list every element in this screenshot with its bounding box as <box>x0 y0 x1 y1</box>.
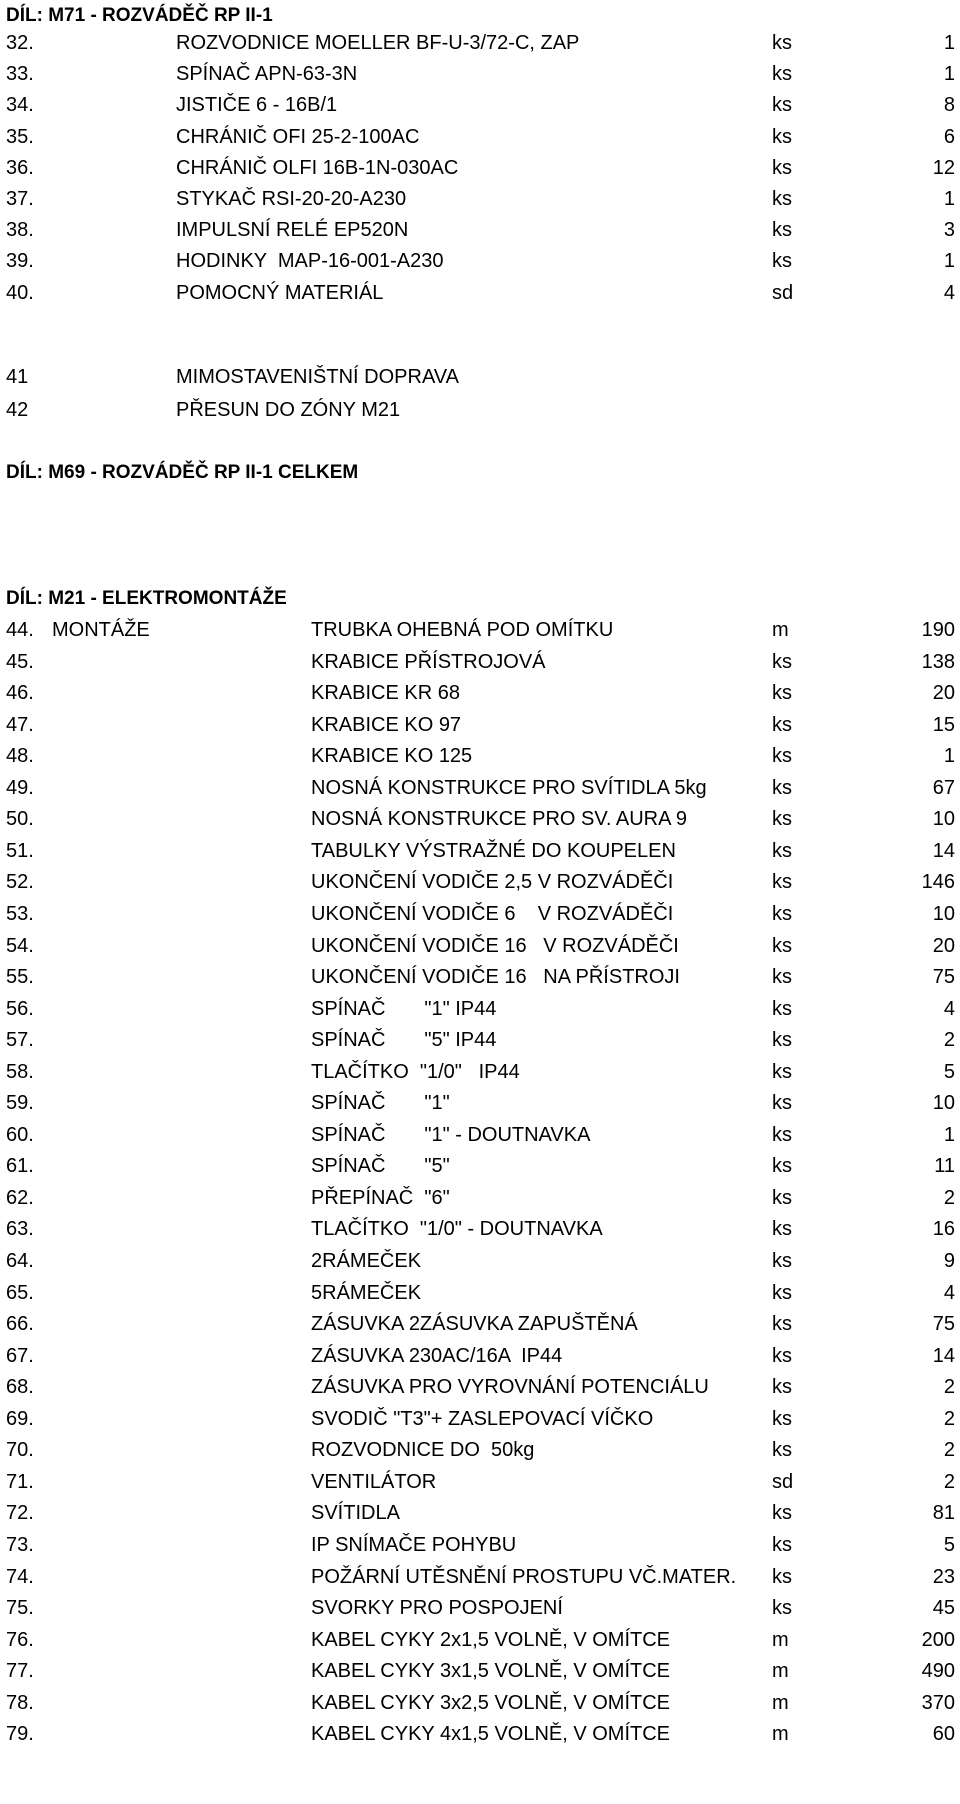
table-row <box>0 1687 960 1719</box>
item-unit: ks <box>772 1345 792 1367</box>
table-row <box>0 1592 960 1624</box>
table-row <box>0 803 960 835</box>
item-quantity: 2 <box>943 1029 955 1051</box>
item-unit: ks <box>772 63 792 85</box>
item-description: ZÁSUVKA 230AC/16A IP44 <box>311 1345 563 1367</box>
item-description: PŘESUN DO ZÓNY M21 <box>176 399 401 421</box>
item-number: 78. <box>6 1692 34 1714</box>
item-quantity: 490 <box>921 1660 955 1682</box>
item-quantity: 5 <box>943 1534 955 1556</box>
item-number: 42 <box>6 399 29 421</box>
table-row <box>0 677 960 709</box>
item-number: 55. <box>6 966 34 988</box>
table-row <box>0 1624 960 1656</box>
item-description: SPÍNAČ "1" <box>311 1092 450 1114</box>
item-quantity: 370 <box>921 1692 955 1714</box>
item-number: 65. <box>6 1282 34 1304</box>
item-number: 74. <box>6 1566 34 1588</box>
item-description: PŘEPÍNAČ "6" <box>311 1187 450 1209</box>
item-quantity: 81 <box>932 1502 955 1524</box>
item-description: CHRÁNIČ OLFI 16B-1N-030AC <box>176 157 459 179</box>
table-row <box>0 646 960 678</box>
item-unit: ks <box>772 1155 792 1177</box>
item-quantity: 1 <box>943 32 955 54</box>
section-total-text: DÍL: M69 - ROZVÁDĚČ RP II-1 CELKEM <box>6 462 359 483</box>
item-number: 64. <box>6 1250 34 1272</box>
item-description: NOSNÁ KONSTRUKCE PRO SVÍTIDLA 5kg <box>311 777 707 799</box>
item-description: MIMOSTAVENIŠTNÍ DOPRAVA <box>176 366 459 388</box>
item-quantity: 1 <box>943 188 955 210</box>
table-row <box>0 993 960 1025</box>
item-number: 63. <box>6 1218 34 1240</box>
item-number: 72. <box>6 1502 34 1524</box>
item-quantity: 10 <box>932 1092 955 1114</box>
item-description: CHRÁNIČ OFI 25-2-100AC <box>176 126 420 148</box>
item-quantity: 2 <box>943 1187 955 1209</box>
item-unit: ks <box>772 1597 792 1619</box>
item-number: 52. <box>6 871 34 893</box>
item-unit: m <box>772 1629 789 1651</box>
table-row <box>0 1277 960 1309</box>
item-description: KABEL CYKY 4x1,5 VOLNĚ, V OMÍTCE <box>311 1723 671 1745</box>
item-unit: ks <box>772 935 792 957</box>
item-number: 70. <box>6 1439 34 1461</box>
table-row <box>0 1150 960 1182</box>
item-number: 50. <box>6 808 34 830</box>
item-number: 39. <box>6 250 34 272</box>
item-unit: ks <box>772 1124 792 1146</box>
item-unit: ks <box>772 998 792 1020</box>
item-description: KABEL CYKY 3x2,5 VOLNĚ, V OMÍTCE <box>311 1692 671 1714</box>
item-quantity: 4 <box>943 282 955 304</box>
item-unit: ks <box>772 1534 792 1556</box>
item-quantity: 23 <box>932 1566 955 1588</box>
table-row <box>0 1655 960 1687</box>
item-description: KABEL CYKY 3x1,5 VOLNĚ, V OMÍTCE <box>311 1660 671 1682</box>
item-description: ZÁSUVKA PRO VYROVNÁNÍ POTENCIÁLU <box>311 1376 709 1398</box>
item-description: 2RÁMEČEK <box>311 1250 422 1272</box>
item-quantity: 2 <box>943 1408 955 1430</box>
item-quantity: 2 <box>943 1376 955 1398</box>
table-row <box>0 152 960 184</box>
table-row <box>0 1245 960 1277</box>
item-number: 41 <box>6 366 29 388</box>
item-unit: ks <box>772 714 792 736</box>
item-description: SPÍNAČ "1" IP44 <box>311 998 497 1020</box>
item-unit: ks <box>772 1029 792 1051</box>
item-number: 32. <box>6 32 34 54</box>
table-row <box>0 1119 960 1151</box>
item-description: POŽÁRNÍ UTĚSNĚNÍ PROSTUPU VČ.MATER. <box>311 1566 737 1588</box>
table-row <box>0 277 960 309</box>
item-number: 54. <box>6 935 34 957</box>
item-description: SVÍTIDLA <box>311 1502 400 1524</box>
item-number: 37. <box>6 188 34 210</box>
item-description: KRABICE KO 97 <box>311 714 462 736</box>
table-row <box>0 27 960 59</box>
table-row <box>0 772 960 804</box>
item-number: 67. <box>6 1345 34 1367</box>
item-quantity: 15 <box>932 714 955 736</box>
item-unit: ks <box>772 1092 792 1114</box>
item-unit: m <box>772 1692 789 1714</box>
item-number: 58. <box>6 1061 34 1083</box>
item-unit: ks <box>772 1376 792 1398</box>
item-quantity: 1 <box>943 63 955 85</box>
item-description: ROZVODNICE MOELLER BF-U-3/72-C, ZAP <box>176 32 580 54</box>
item-number: 60. <box>6 1124 34 1146</box>
item-description: TRUBKA OHEBNÁ POD OMÍTKU <box>311 619 614 641</box>
table-row <box>0 1213 960 1245</box>
item-number: 53. <box>6 903 34 925</box>
item-description: 5RÁMEČEK <box>311 1282 422 1304</box>
item-quantity: 5 <box>943 1061 955 1083</box>
item-quantity: 60 <box>932 1723 955 1745</box>
item-unit: ks <box>772 808 792 830</box>
item-description: STYKAČ RSI-20-20-A230 <box>176 188 407 210</box>
item-quantity: 67 <box>932 777 955 799</box>
item-unit: sd <box>772 282 794 304</box>
item-description: UKONČENÍ VODIČE 2,5 V ROZVÁDĚČI <box>311 871 674 893</box>
item-description: ROZVODNICE DO 50kg <box>311 1439 535 1461</box>
item-number: 45. <box>6 651 34 673</box>
item-unit: ks <box>772 871 792 893</box>
item-unit: ks <box>772 777 792 799</box>
table-row <box>0 58 960 90</box>
item-description: UKONČENÍ VODIČE 6 V ROZVÁDĚČI <box>311 903 674 925</box>
section-heading-m21 <box>0 583 960 615</box>
item-quantity: 20 <box>932 935 955 957</box>
item-unit: ks <box>772 219 792 241</box>
item-unit: m <box>772 1660 789 1682</box>
item-description: JISTIČE 6 - 16B/1 <box>176 94 338 116</box>
item-number: 76. <box>6 1629 34 1651</box>
item-unit: ks <box>772 1061 792 1083</box>
item-number: 36. <box>6 157 34 179</box>
item-number: 35. <box>6 126 34 148</box>
item-unit: ks <box>772 840 792 862</box>
table-row <box>0 1340 960 1372</box>
item-description: UKONČENÍ VODIČE 16 V ROZVÁDĚČI <box>311 935 679 957</box>
item-description: KRABICE PŘÍSTROJOVÁ <box>311 651 546 673</box>
item-number: 40. <box>6 282 34 304</box>
item-unit: ks <box>772 1408 792 1430</box>
item-quantity: 4 <box>943 1282 955 1304</box>
item-quantity: 11 <box>934 1155 955 1177</box>
item-number: 48. <box>6 745 34 767</box>
table-row <box>0 1371 960 1403</box>
item-quantity: 10 <box>932 903 955 925</box>
item-unit: ks <box>772 1187 792 1209</box>
item-description: SPÍNAČ APN-63-3N <box>176 63 358 85</box>
item-quantity: 12 <box>932 157 955 179</box>
item-quantity: 190 <box>921 619 955 641</box>
table-row <box>0 121 960 153</box>
section-heading-text: DÍL: M21 - ELEKTROMONTÁŽE <box>6 588 287 609</box>
item-unit: m <box>772 1723 789 1745</box>
item-unit: ks <box>772 94 792 116</box>
item-unit: ks <box>772 1250 792 1272</box>
table-row <box>0 961 960 993</box>
table-row <box>0 1497 960 1529</box>
item-quantity: 6 <box>943 126 955 148</box>
table-row-extra <box>0 394 960 426</box>
item-unit: m <box>772 619 789 641</box>
item-unit: ks <box>772 1439 792 1461</box>
item-number: 71. <box>6 1471 34 1493</box>
item-unit: ks <box>772 188 792 210</box>
item-unit: ks <box>772 651 792 673</box>
item-description: TLAČÍTKO "1/0" - DOUTNAVKA <box>311 1218 603 1240</box>
item-unit: ks <box>772 966 792 988</box>
item-description: POMOCNÝ MATERIÁL <box>176 282 384 304</box>
item-quantity: 16 <box>932 1218 955 1240</box>
item-quantity: 3 <box>943 219 955 241</box>
item-description: SPÍNAČ "5" IP44 <box>311 1029 497 1051</box>
item-number: 49. <box>6 777 34 799</box>
item-quantity: 75 <box>932 1313 955 1335</box>
item-unit: ks <box>772 903 792 925</box>
table-row <box>0 614 960 646</box>
item-number: 68. <box>6 1376 34 1398</box>
item-quantity: 45 <box>932 1597 955 1619</box>
table-row <box>0 1561 960 1593</box>
item-description: VENTILÁTOR <box>311 1471 437 1493</box>
table-row <box>0 1403 960 1435</box>
table-row <box>0 1529 960 1561</box>
item-description: KABEL CYKY 2x1,5 VOLNĚ, V OMÍTCE <box>311 1629 671 1651</box>
table-row <box>0 89 960 121</box>
table-row <box>0 740 960 772</box>
item-description: SVORKY PRO POSPOJENÍ <box>311 1597 563 1619</box>
item-number: 46. <box>6 682 34 704</box>
item-quantity: 1 <box>943 745 955 767</box>
item-number: 69. <box>6 1408 34 1430</box>
item-quantity: 200 <box>921 1629 955 1651</box>
table-row-extra <box>0 361 960 393</box>
item-quantity: 138 <box>921 651 955 673</box>
item-unit: ks <box>772 32 792 54</box>
section-label-montaze: MONTÁŽE <box>52 619 150 641</box>
item-number: 51. <box>6 840 34 862</box>
item-unit: ks <box>772 1282 792 1304</box>
item-description: UKONČENÍ VODIČE 16 NA PŘÍSTROJI <box>311 966 680 988</box>
item-quantity: 10 <box>932 808 955 830</box>
item-unit: ks <box>772 1313 792 1335</box>
item-quantity: 75 <box>932 966 955 988</box>
section-total-m69 <box>0 457 960 489</box>
item-unit: ks <box>772 745 792 767</box>
item-quantity: 14 <box>932 840 955 862</box>
item-description: HODINKY MAP-16-001-A230 <box>176 250 444 272</box>
item-description: NOSNÁ KONSTRUKCE PRO SV. AURA 9 <box>311 808 688 830</box>
item-quantity: 1 <box>943 1124 955 1146</box>
table-row <box>0 1718 960 1750</box>
item-description: KRABICE KO 125 <box>311 745 473 767</box>
table-row <box>0 245 960 277</box>
item-number: 34. <box>6 94 34 116</box>
item-number: 59. <box>6 1092 34 1114</box>
item-number: 47. <box>6 714 34 736</box>
item-description: IP SNÍMAČE POHYBU <box>311 1534 517 1556</box>
item-description: IMPULSNÍ RELÉ EP520N <box>176 219 409 241</box>
table-row <box>0 183 960 215</box>
item-quantity: 8 <box>943 94 955 116</box>
item-quantity: 4 <box>943 998 955 1020</box>
item-quantity: 1 <box>943 250 955 272</box>
item-quantity: 9 <box>943 1250 955 1272</box>
table-row <box>0 1056 960 1088</box>
item-number: 62. <box>6 1187 34 1209</box>
item-number: 38. <box>6 219 34 241</box>
item-quantity: 146 <box>921 871 955 893</box>
item-unit: sd <box>772 1471 794 1493</box>
item-quantity: 2 <box>943 1471 955 1493</box>
section-heading-text: DÍL: M71 - ROZVÁDĚČ RP II-1 <box>6 5 273 26</box>
item-number: 61. <box>6 1155 34 1177</box>
table-row <box>0 1087 960 1119</box>
item-unit: ks <box>772 1566 792 1588</box>
item-unit: ks <box>772 250 792 272</box>
item-description: KRABICE KR 68 <box>311 682 460 704</box>
item-number: 66. <box>6 1313 34 1335</box>
item-unit: ks <box>772 682 792 704</box>
item-description: SVODIČ "T3"+ ZASLEPOVACÍ VÍČKO <box>311 1408 654 1430</box>
table-row <box>0 709 960 741</box>
table-row <box>0 1434 960 1466</box>
item-unit: ks <box>772 126 792 148</box>
item-unit: ks <box>772 157 792 179</box>
item-description: TLAČÍTKO "1/0" IP44 <box>311 1061 520 1083</box>
item-description: SPÍNAČ "5" <box>311 1155 450 1177</box>
table-row <box>0 1182 960 1214</box>
item-number: 56. <box>6 998 34 1020</box>
item-description: SPÍNAČ "1" - DOUTNAVKA <box>311 1124 591 1146</box>
item-description: TABULKY VÝSTRAŽNÉ DO KOUPELEN <box>311 840 676 862</box>
table-row <box>0 898 960 930</box>
table-row <box>0 1466 960 1498</box>
item-number: 57. <box>6 1029 34 1051</box>
item-description: ZÁSUVKA 2ZÁSUVKA ZAPUŠTĚNÁ <box>311 1313 638 1335</box>
item-quantity: 14 <box>932 1345 955 1367</box>
item-number: 75. <box>6 1597 34 1619</box>
item-number: 79. <box>6 1723 34 1745</box>
item-number: 77. <box>6 1660 34 1682</box>
table-row <box>0 1024 960 1056</box>
item-unit: ks <box>772 1218 792 1240</box>
item-unit: ks <box>772 1502 792 1524</box>
table-row <box>0 866 960 898</box>
item-quantity: 2 <box>943 1439 955 1461</box>
table-row <box>0 1308 960 1340</box>
item-number: 33. <box>6 63 34 85</box>
table-row <box>0 930 960 962</box>
table-row <box>0 214 960 246</box>
table-row <box>0 835 960 867</box>
item-quantity: 20 <box>932 682 955 704</box>
item-number: 44. <box>6 619 34 641</box>
item-number: 73. <box>6 1534 34 1556</box>
